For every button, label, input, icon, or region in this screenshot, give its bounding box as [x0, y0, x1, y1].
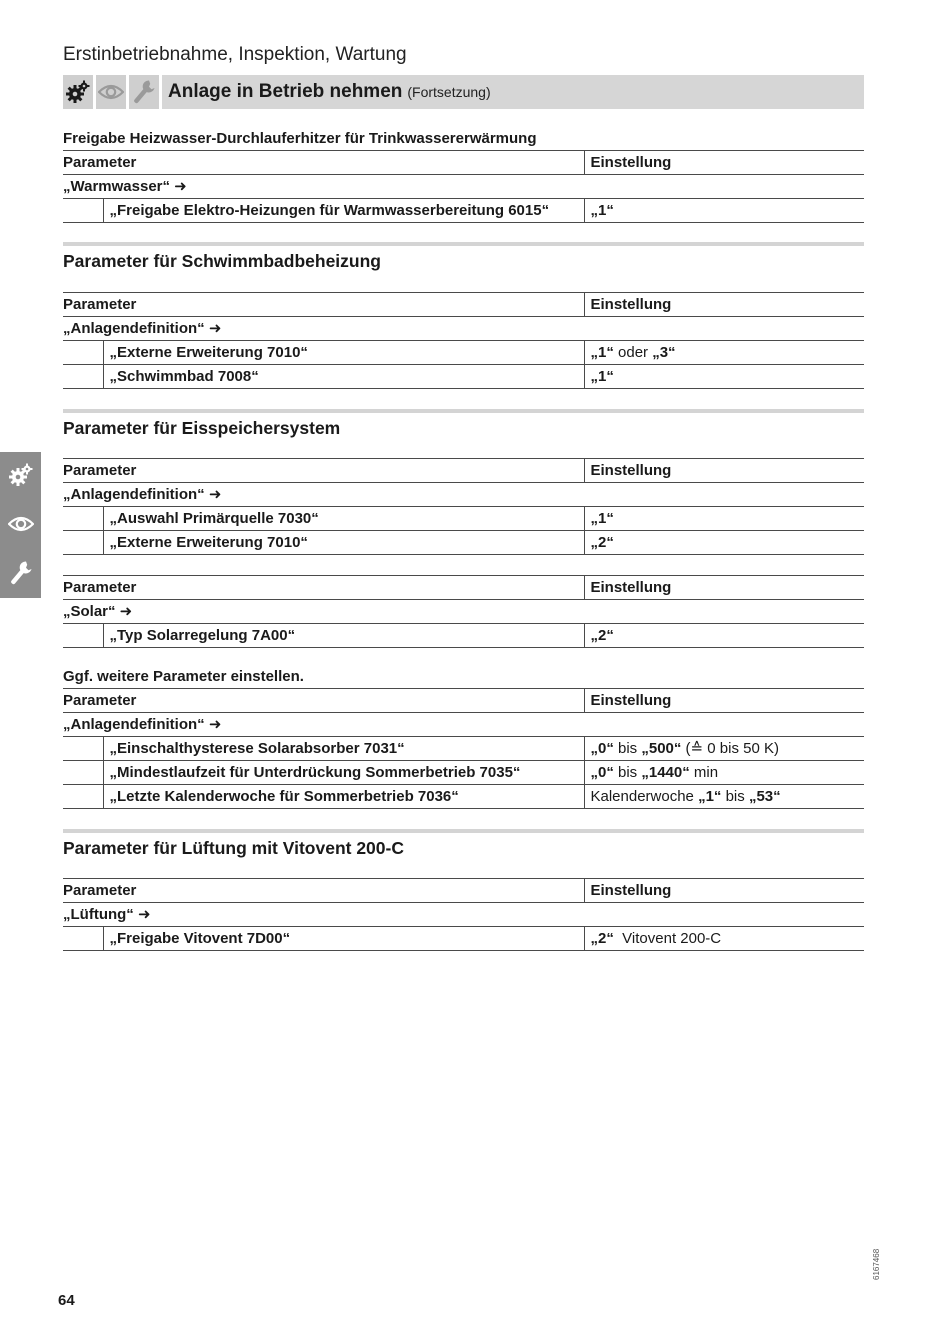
group-label: „Solar“ ➜	[63, 600, 864, 624]
table-header-row	[63, 293, 864, 317]
column-header-parameter: Parameter	[63, 459, 584, 483]
parameter-name: „Freigabe Elektro-Heizungen für Warmwasserbereitung 6015“	[103, 199, 584, 223]
parameter-setting: „2“	[584, 531, 864, 555]
parameter-setting: Kalenderwoche „1“ bis „53“	[584, 785, 864, 809]
table-row	[63, 199, 864, 223]
table-header-row	[63, 576, 864, 600]
parameter-name: „Typ Solarregelung 7A00“	[103, 624, 584, 648]
table-row	[63, 531, 864, 555]
column-header-parameter: Parameter	[63, 576, 584, 600]
parameter-name: „Auswahl Primärquelle 7030“	[103, 507, 584, 531]
wrench-icon	[129, 75, 159, 109]
table-row	[63, 785, 864, 809]
table-header-row	[63, 689, 864, 713]
parameter-table-ventilation	[63, 878, 864, 951]
parameter-table-pool	[63, 292, 864, 389]
column-header-setting: Einstellung	[584, 459, 864, 483]
parameter-name: „Schwimmbad 7008“	[103, 365, 584, 389]
section-heading: Parameter für Schwimmbadbeheizung	[63, 251, 381, 271]
parameter-setting: „0“ bis „1440“ min	[584, 761, 864, 785]
parameter-setting: „1“	[584, 365, 864, 389]
parameter-name: „Freigabe Vitovent 7D00“	[103, 927, 584, 951]
section-subtitle: (Fortsetzung)	[407, 84, 491, 100]
table-caption: Freigabe Heizwasser-Durchlauferhitzer für Trinkwassererwärmung	[63, 130, 537, 147]
parameter-setting: „2“	[584, 624, 864, 648]
column-header-parameter: Parameter	[63, 689, 584, 713]
table-row	[63, 624, 864, 648]
group-label: „Warmwasser“ ➜	[63, 175, 864, 199]
table-group-row	[63, 713, 864, 737]
group-label: „Lüftung“ ➜	[63, 903, 864, 927]
parameter-setting: „1“	[584, 199, 864, 223]
table-row	[63, 365, 864, 389]
parameter-table-ice-a	[63, 458, 864, 555]
section-divider	[63, 409, 864, 413]
section-heading: Parameter für Lüftung mit Vitovent 200-C	[63, 838, 404, 858]
gears-icon	[6, 460, 35, 489]
parameter-setting: „1“ oder „3“	[584, 341, 864, 365]
table-group-row	[63, 175, 864, 199]
parameter-name: „Externe Erweiterung 7010“	[103, 341, 584, 365]
table-header-row	[63, 879, 864, 903]
table-group-row	[63, 903, 864, 927]
column-header-parameter: Parameter	[63, 293, 584, 317]
column-header-parameter: Parameter	[63, 151, 584, 175]
parameter-table-hot-water	[63, 150, 864, 223]
section-divider	[63, 242, 864, 246]
document-code: 6167468	[872, 1248, 881, 1280]
group-label: „Anlagendefinition“ ➜	[63, 317, 864, 341]
group-label: „Anlagendefinition“ ➜	[63, 483, 864, 507]
group-label: „Anlagendefinition“ ➜	[63, 713, 864, 737]
parameter-setting: „0“ bis „500“ (≙ 0 bis 50 K)	[584, 737, 864, 761]
table-group-row	[63, 600, 864, 624]
column-header-setting: Einstellung	[584, 576, 864, 600]
column-header-setting: Einstellung	[584, 293, 864, 317]
section-title-box	[162, 75, 864, 109]
wrench-icon	[6, 558, 35, 587]
eye-icon	[6, 509, 35, 538]
page-number: 64	[58, 1292, 75, 1309]
parameter-name: „Einschalthysterese Solarabsorber 7031“	[103, 737, 584, 761]
table-header-row	[63, 459, 864, 483]
table-row	[63, 507, 864, 531]
eye-icon	[96, 75, 126, 109]
parameter-table-ice-b	[63, 575, 864, 648]
parameter-name: „Mindestlaufzeit für Unterdrückung Sommerbetrieb 7035“	[103, 761, 584, 785]
table-row	[63, 341, 864, 365]
table-header-row	[63, 151, 864, 175]
parameter-setting: „1“	[584, 507, 864, 531]
column-header-setting: Einstellung	[584, 689, 864, 713]
section-title: Anlage in Betrieb nehmen	[168, 81, 403, 102]
parameter-name: „Externe Erweiterung 7010“	[103, 531, 584, 555]
column-header-setting: Einstellung	[584, 151, 864, 175]
chapter-title: Erstinbetriebnahme, Inspektion, Wartung	[63, 44, 407, 65]
gears-icon	[63, 75, 93, 109]
table-group-row	[63, 317, 864, 341]
parameter-table-ice-c	[63, 688, 864, 809]
side-chapter-tab	[0, 452, 41, 598]
column-header-parameter: Parameter	[63, 879, 584, 903]
section-heading: Parameter für Eisspeichersystem	[63, 418, 341, 438]
table-row	[63, 761, 864, 785]
table-row	[63, 737, 864, 761]
column-header-setting: Einstellung	[584, 879, 864, 903]
section-header-bar	[63, 75, 864, 109]
note-text: Ggf. weitere Parameter einstellen.	[63, 668, 304, 685]
parameter-setting: „2“ Vitovent 200-C	[584, 927, 864, 951]
section-divider	[63, 829, 864, 833]
parameter-name: „Letzte Kalenderwoche für Sommerbetrieb 7036“	[103, 785, 584, 809]
table-group-row	[63, 483, 864, 507]
table-row	[63, 927, 864, 951]
